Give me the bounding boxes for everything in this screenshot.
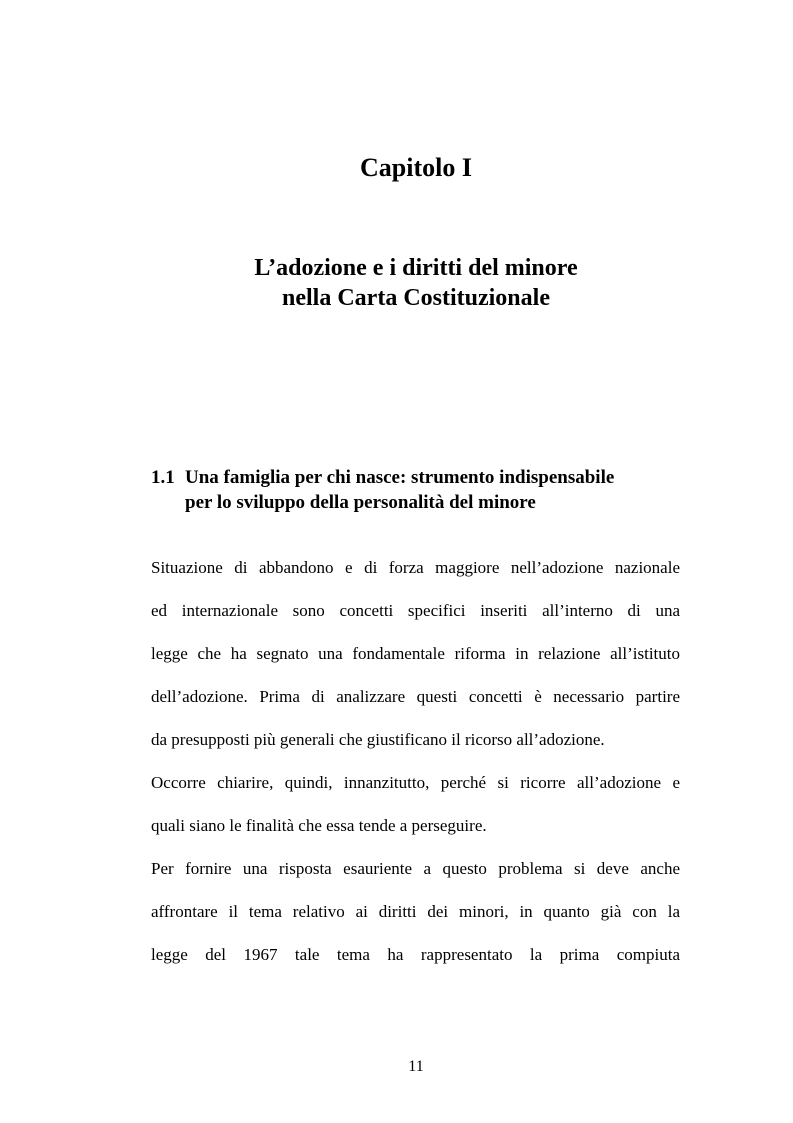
- body-line: Per fornire una risposta esauriente a questo problema si deve anche: [151, 859, 680, 878]
- section-heading: [151, 465, 691, 515]
- section-number: 1.1: [151, 467, 175, 488]
- chapter-title-line: nella Carta Costituzionale: [282, 285, 550, 311]
- body-line: affrontare il tema relativo ai diritti dei minori, in quanto già con la: [151, 902, 680, 921]
- chapter-label: Capitolo I: [360, 153, 472, 182]
- section-title-line: per lo sviluppo della personalità del minore: [185, 492, 536, 513]
- chapter-title: [0, 253, 793, 313]
- body-line: dell’adozione. Prima di analizzare questi concetti è necessario partire: [151, 687, 680, 706]
- body-line: ed internazionale sono concetti specifici inseriti all’interno di una: [151, 601, 680, 620]
- body-line: quali siano le finalità che essa tende a perseguire.: [151, 816, 487, 835]
- body-line: da presupposti più generali che giustificano il ricorso all’adozione.: [151, 730, 605, 749]
- chapter-title-line: L’adozione e i diritti del minore: [254, 255, 578, 281]
- body-line: legge del 1967 tale tema ha rappresentato la prima compiuta: [151, 945, 680, 964]
- body-line: Situazione di abbandono e di forza maggiore nell’adozione nazionale: [151, 558, 680, 577]
- body-line: legge che ha segnato una fondamentale riforma in relazione all’istituto: [151, 644, 680, 663]
- page-number: 11: [408, 1058, 424, 1075]
- section-title-line: Una famiglia per chi nasce: strumento indispensabile: [185, 467, 615, 488]
- body-line: Occorre chiarire, quindi, innanzitutto, perché si ricorre all’adozione e: [151, 773, 680, 792]
